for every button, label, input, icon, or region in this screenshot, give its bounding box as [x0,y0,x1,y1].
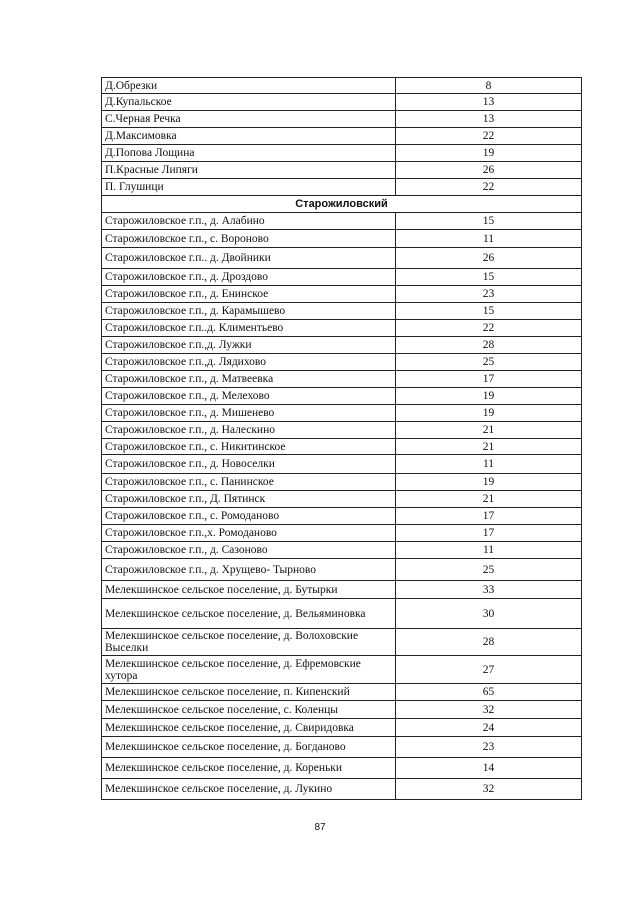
settlement-name-cell: Старожиловское г.п., д. Сазоново [102,542,396,559]
table-row [102,629,582,656]
settlement-name-cell: Старожиловское г.п.,д. Лядихово [102,354,396,371]
table-row [102,474,582,491]
settlement-name-cell: Старожиловское г.п., д. Хрущево- Тырново [102,559,396,581]
table-row [102,94,582,111]
value-cell: 14 [396,758,582,779]
table-row [102,508,582,525]
table-row [102,684,582,701]
table-row [102,439,582,455]
settlement-name-cell: Старожиловское г.п.. д. Двойники [102,248,396,269]
table-row [102,337,582,354]
settlement-name-cell: Мелекшинское сельское поселение, д. Кореньки [102,758,396,779]
value-cell: 19 [396,145,582,162]
table-row [102,422,582,439]
settlement-name-cell: Старожиловское г.п., д. Мишенево [102,405,396,422]
table-row [102,758,582,779]
table-row [102,128,582,145]
settlement-name-cell: Старожиловское г.п., Д. Пятинск [102,491,396,508]
table-row [102,599,582,629]
settlement-name-cell: Мелекшинское сельское поселение, д. Свиридовка [102,719,396,737]
table-row [102,162,582,179]
table-row [102,248,582,269]
settlements-table-body [102,78,582,800]
value-cell: 32 [396,701,582,719]
value-cell: 26 [396,248,582,269]
settlement-name-cell: Мелекшинское сельское поселение, с. Коленцы [102,701,396,719]
settlement-name-cell: Мелекшинское сельское поселение, д. Бутырки [102,581,396,599]
table-row [102,213,582,230]
table-row [102,230,582,248]
value-cell: 32 [396,779,582,800]
settlement-name-cell: Старожиловское г.п.,д. Лужки [102,337,396,354]
table-row [102,371,582,388]
settlement-name-cell: Старожиловское г.п., д. Новоселки [102,455,396,474]
table-row [102,303,582,320]
value-cell: 17 [396,508,582,525]
value-cell: 11 [396,455,582,474]
table-row [102,111,582,128]
value-cell: 19 [396,474,582,491]
value-cell: 15 [396,303,582,320]
settlement-name-cell: Старожиловское г.п., д. Енинское [102,286,396,303]
section-header-row [102,196,582,213]
settlement-name-cell: Старожиловское г.п., д. Матвеевка [102,371,396,388]
value-cell: 28 [396,337,582,354]
settlement-name-cell: Мелекшинское сельское поселение, д. Богданово [102,737,396,758]
settlement-name-cell: Старожиловское г.п., д. Мелехово [102,388,396,405]
value-cell: 23 [396,737,582,758]
table-row [102,405,582,422]
value-cell: 28 [396,629,582,656]
settlement-name-cell: П.Красные Липяги [102,162,396,179]
value-cell: 21 [396,422,582,439]
value-cell: 13 [396,111,582,128]
value-cell: 27 [396,656,582,684]
table-row [102,388,582,405]
settlement-name-cell: П. Глушици [102,179,396,196]
table-row [102,320,582,337]
settlement-name-cell: Мелекшинское сельское поселение, д. Вельяминовка [102,599,396,629]
table-row [102,269,582,286]
value-cell: 21 [396,439,582,455]
value-cell: 19 [396,405,582,422]
value-cell: 25 [396,559,582,581]
value-cell: 19 [396,388,582,405]
settlement-name-cell: Д.Попова Лощина [102,145,396,162]
table-row [102,145,582,162]
value-cell: 26 [396,162,582,179]
value-cell: 22 [396,320,582,337]
settlement-name-cell: Д.Обрезки [102,78,396,94]
value-cell: 17 [396,371,582,388]
table-row [102,455,582,474]
settlement-name-cell: Старожиловское г.п., с. Никитинское [102,439,396,455]
table-row [102,559,582,581]
value-cell: 30 [396,599,582,629]
value-cell: 22 [396,179,582,196]
value-cell: 25 [396,354,582,371]
settlement-name-cell: Мелекшинское сельское поселение, п. Кипенский [102,684,396,701]
value-cell: 33 [396,581,582,599]
settlement-name-cell: Старожиловское г.п., д. Карамышево [102,303,396,320]
value-cell: 11 [396,230,582,248]
settlement-name-cell: Старожиловское г.п., д. Налескино [102,422,396,439]
value-cell: 22 [396,128,582,145]
table-row [102,737,582,758]
value-cell: 13 [396,94,582,111]
settlement-name-cell: Мелекшинское сельское поселение, д. Волоховские Выселки [102,629,396,656]
settlement-name-cell: Д.Максимовка [102,128,396,145]
settlement-name-cell: С.Черная Речка [102,111,396,128]
settlement-name-cell: Старожиловское г.п., д. Алабино [102,213,396,230]
page-number: 87 [314,822,326,833]
settlement-name-cell: Мелекшинское сельское поселение, д. Ефремовские хутора [102,656,396,684]
settlement-name-cell: Старожиловское г.п., с. Ромоданово [102,508,396,525]
table-row [102,779,582,800]
table-row [102,179,582,196]
value-cell: 15 [396,213,582,230]
table-row [102,78,582,94]
table-row [102,719,582,737]
value-cell: 17 [396,525,582,542]
table-row [102,354,582,371]
value-cell: 24 [396,719,582,737]
settlement-name-cell: Старожиловское г.п.,х. Ромоданово [102,525,396,542]
value-cell: 21 [396,491,582,508]
settlement-name-cell: Старожиловское г.п..д. Климентьево [102,320,396,337]
table-row [102,581,582,599]
table-row [102,491,582,508]
table-row [102,525,582,542]
value-cell: 65 [396,684,582,701]
settlement-name-cell: Мелекшинское сельское поселение, д. Лукино [102,779,396,800]
table-row [102,656,582,684]
settlement-name-cell: Старожиловское г.п., с. Вороново [102,230,396,248]
table-row [102,542,582,559]
settlements-table [101,77,582,800]
table-row [102,286,582,303]
settlement-name-cell: Старожиловское г.п., с. Панинское [102,474,396,491]
value-cell: 23 [396,286,582,303]
table-row [102,701,582,719]
settlement-name-cell: Д.Купальское [102,94,396,111]
value-cell: 11 [396,542,582,559]
value-cell: 8 [396,78,582,94]
section-title: Старожиловский [102,196,582,213]
value-cell: 15 [396,269,582,286]
settlement-name-cell: Старожиловское г.п., д. Дроздово [102,269,396,286]
